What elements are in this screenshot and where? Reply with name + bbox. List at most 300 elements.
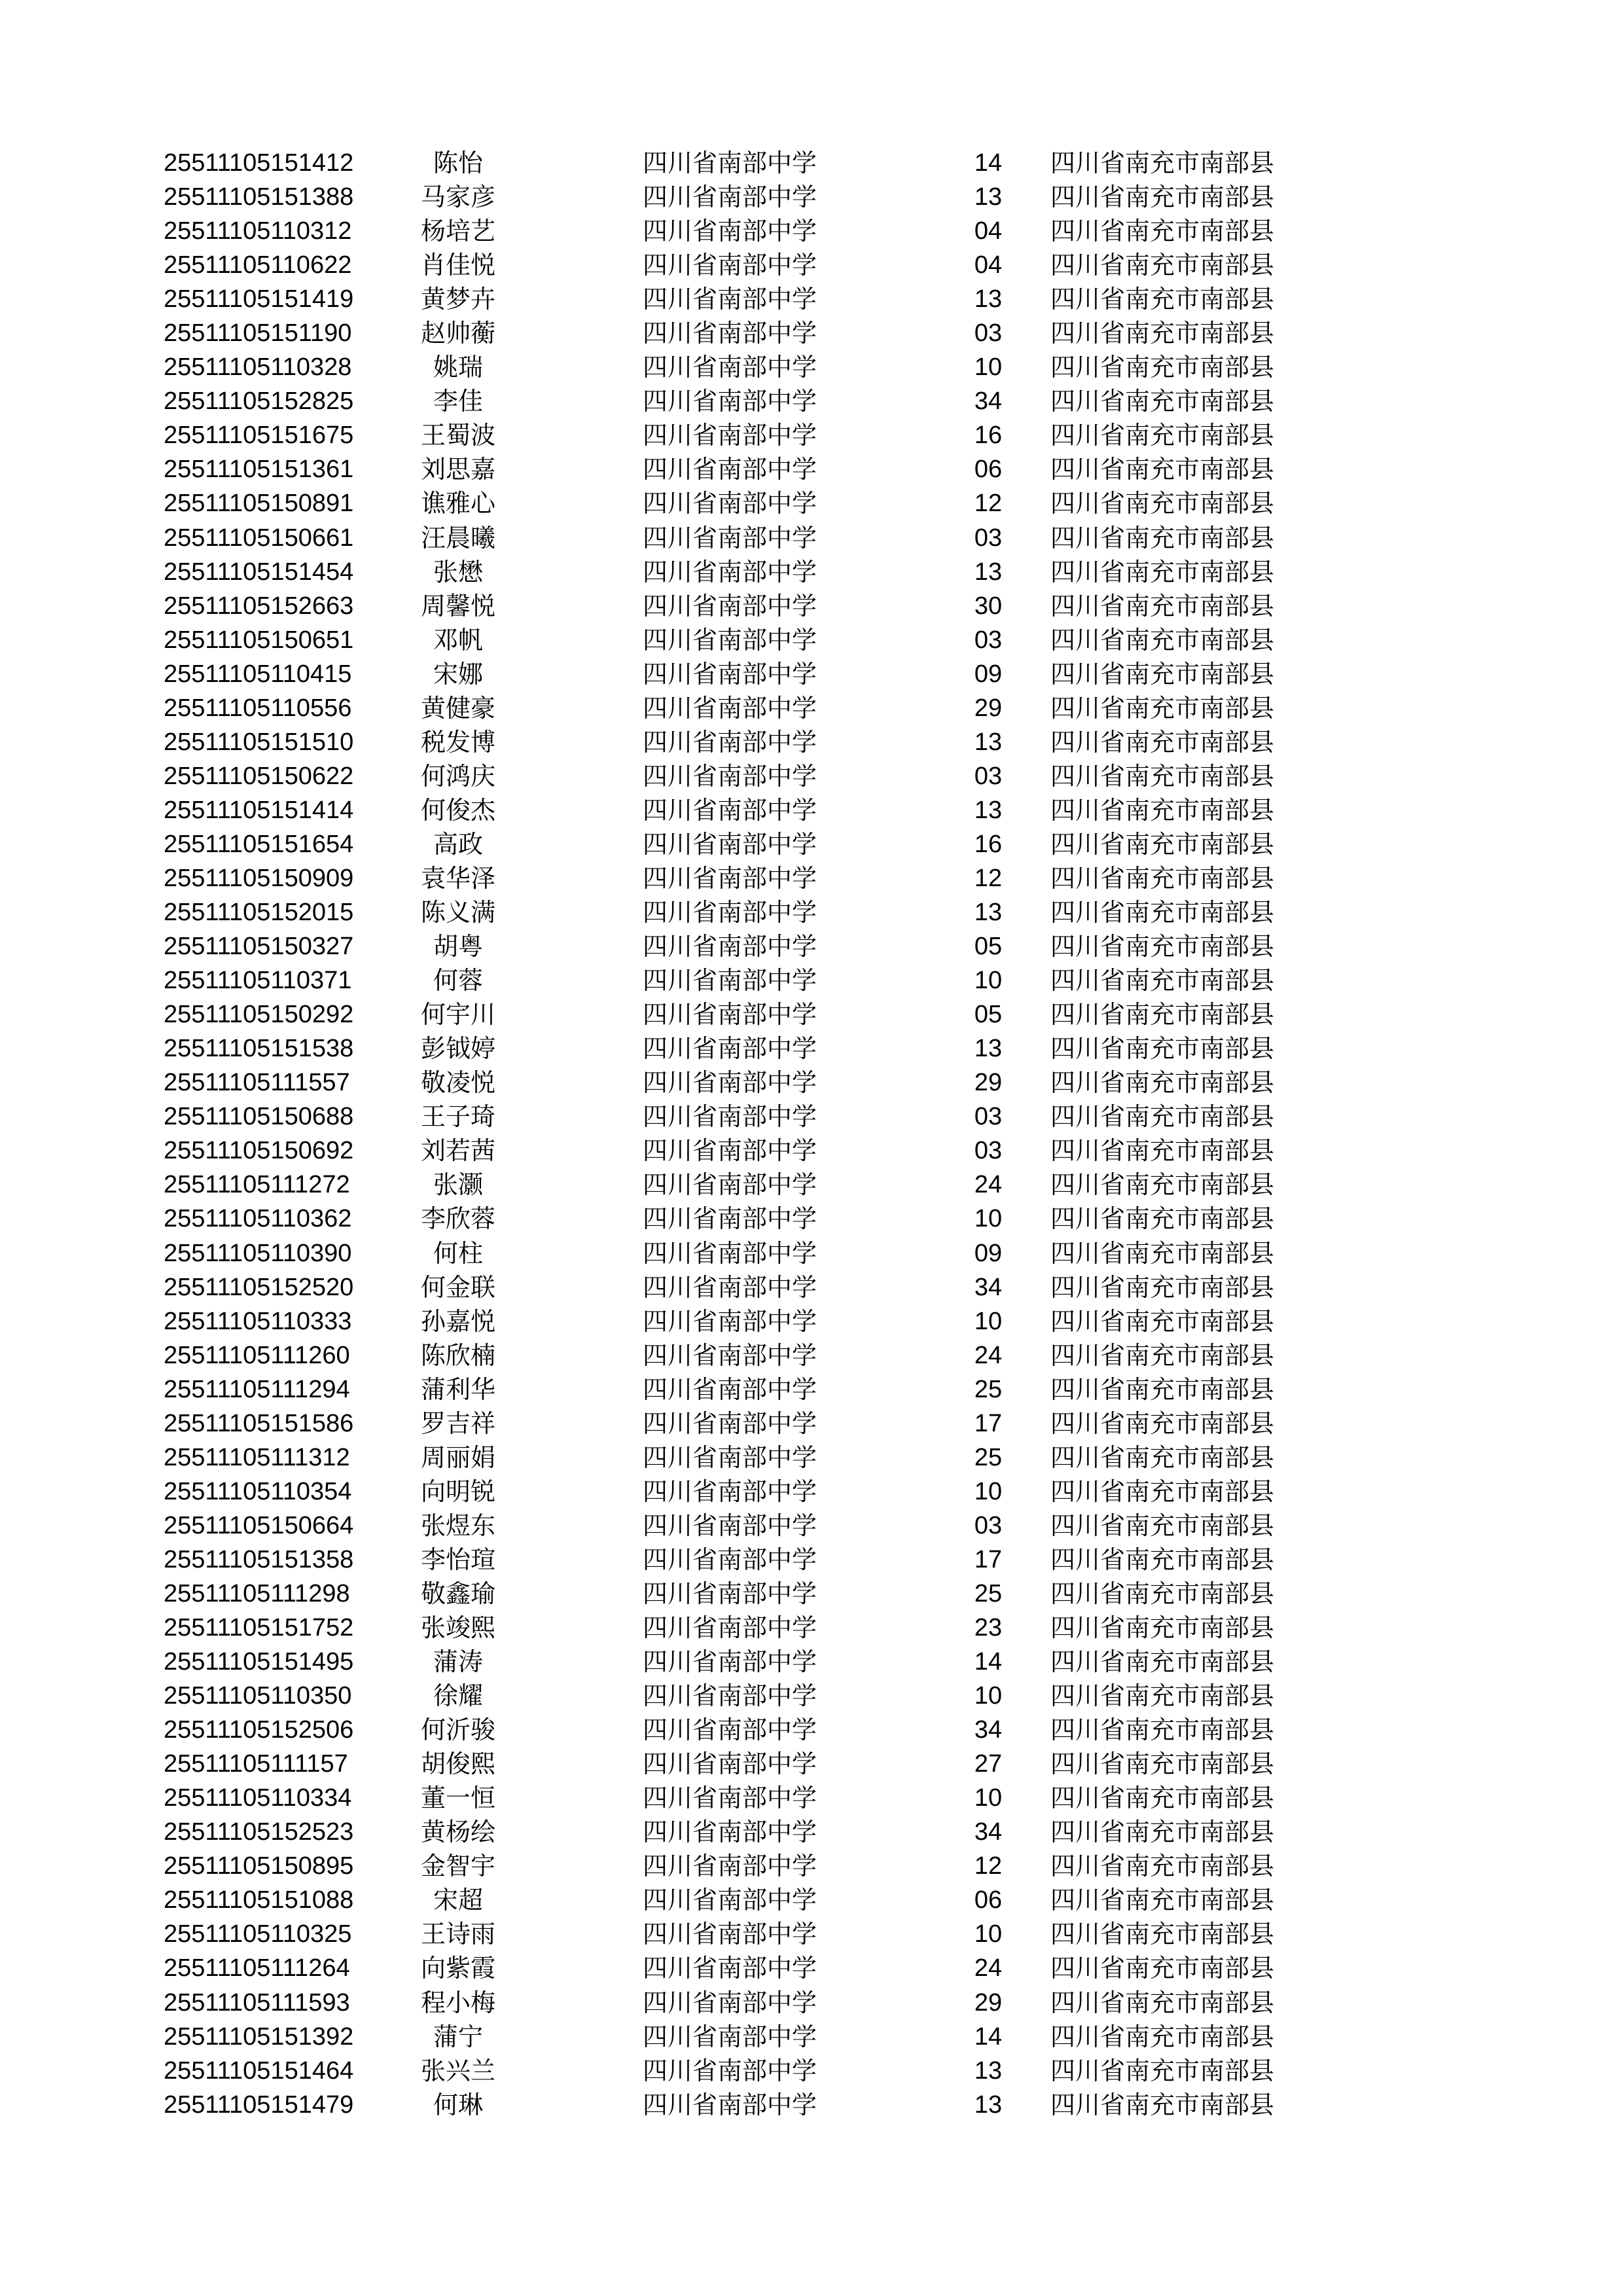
exam-id-cell: 25511105110415 [164, 660, 352, 688]
student-name-cell: 蒲利华 [420, 1374, 495, 1404]
student-name-cell: 黄杨绘 [420, 1818, 495, 1847]
student-name-cell: 李佳 [433, 387, 483, 416]
school-cell: 四川省南部中学 [643, 1988, 817, 2017]
class-number-cell: 25 [974, 1375, 1003, 1403]
student-name-cell: 张煜东 [420, 1511, 495, 1540]
class-number-cell: 13 [974, 728, 1003, 756]
student-name-cell: 何柱 [433, 1238, 483, 1268]
region-cell: 四川省南充市南部县 [1050, 1613, 1275, 1643]
school-cell: 四川省南部中学 [643, 693, 817, 723]
student-name-cell: 黄梦卉 [420, 285, 495, 314]
table-row [0, 1781, 1623, 1815]
school-cell: 四川省南部中学 [643, 1204, 817, 1234]
table-row [0, 827, 1623, 861]
exam-id-cell: 25511105150891 [164, 490, 354, 518]
region-cell: 四川省南充市南部县 [1050, 217, 1275, 246]
class-number-cell: 13 [974, 183, 1003, 211]
exam-id-cell: 25511105151510 [164, 728, 354, 756]
school-cell: 四川省南部中学 [643, 1784, 817, 1813]
class-number-cell: 05 [974, 933, 1003, 961]
region-cell: 四川省南充市南部县 [1050, 625, 1275, 655]
exam-id-cell: 25511105151414 [164, 796, 354, 824]
class-number-cell: 24 [974, 1954, 1003, 1982]
region-cell: 四川省南充市南部县 [1050, 1034, 1275, 1064]
class-number-cell: 13 [974, 796, 1003, 824]
class-number-cell: 13 [974, 2090, 1003, 2119]
school-cell: 四川省南部中学 [643, 1034, 817, 1064]
school-cell: 四川省南部中学 [643, 727, 817, 757]
student-name-cell: 汪晨曦 [420, 523, 495, 552]
school-cell: 四川省南部中学 [643, 761, 817, 791]
region-cell: 四川省南充市南部县 [1050, 1272, 1275, 1302]
school-cell: 四川省南部中学 [643, 421, 817, 450]
table-row [0, 1577, 1623, 1611]
table-row [0, 282, 1623, 316]
exam-id-cell: 25511105151358 [164, 1545, 354, 1573]
table-row [0, 895, 1623, 929]
class-number-cell: 13 [974, 899, 1003, 927]
table-row [0, 997, 1623, 1031]
exam-id-cell: 25511105110350 [164, 1682, 352, 1710]
region-cell: 四川省南充市南部县 [1050, 795, 1275, 825]
school-cell: 四川省南部中学 [643, 1443, 817, 1472]
class-number-cell: 25 [974, 1443, 1003, 1471]
region-cell: 四川省南充市南部县 [1050, 1136, 1275, 1166]
region-cell: 四川省南充市南部县 [1050, 1477, 1275, 1506]
region-cell: 四川省南充市南部县 [1050, 1647, 1275, 1677]
class-number-cell: 24 [974, 1171, 1003, 1199]
region-cell: 四川省南充市南部县 [1050, 1920, 1275, 1949]
exam-id-cell: 25511105111557 [164, 1069, 350, 1097]
school-cell: 四川省南部中学 [643, 1579, 817, 1608]
region-cell: 四川省南充市南部县 [1050, 1511, 1275, 1540]
table-row [0, 1747, 1623, 1781]
class-number-cell: 10 [974, 1205, 1003, 1233]
table-row [0, 180, 1623, 214]
class-number-cell: 10 [974, 1477, 1003, 1505]
school-cell: 四川省南部中学 [643, 1681, 817, 1711]
school-cell: 四川省南部中学 [643, 557, 817, 586]
school-cell: 四川省南部中学 [643, 183, 817, 212]
table-row [0, 2020, 1623, 2054]
student-name-cell: 金智宇 [420, 1852, 495, 1881]
school-cell: 四川省南部中学 [643, 1511, 817, 1540]
school-cell: 四川省南部中学 [643, 1068, 817, 1098]
region-cell: 四川省南充市南部县 [1050, 761, 1275, 791]
student-name-cell: 张竣熙 [420, 1613, 495, 1643]
exam-id-cell: 25511105152520 [164, 1273, 354, 1301]
table-row [0, 2054, 1623, 2088]
class-number-cell: 03 [974, 1137, 1003, 1165]
table-row [0, 521, 1623, 555]
class-number-cell: 09 [974, 1239, 1003, 1267]
exam-id-cell: 25511105151088 [164, 1886, 354, 1914]
class-number-cell: 24 [974, 1341, 1003, 1369]
table-row [0, 691, 1623, 725]
exam-id-cell: 25511105110312 [164, 217, 352, 245]
class-number-cell: 23 [974, 1614, 1003, 1642]
region-cell: 四川省南充市南部县 [1050, 1204, 1275, 1234]
region-cell: 四川省南充市南部县 [1050, 1408, 1275, 1438]
table-row [0, 1849, 1623, 1883]
school-cell: 四川省南部中学 [643, 1852, 817, 1881]
school-cell: 四川省南部中学 [643, 898, 817, 927]
school-cell: 四川省南部中学 [643, 1238, 817, 1268]
table-row [0, 1134, 1623, 1168]
region-cell: 四川省南充市南部县 [1050, 1886, 1275, 1915]
exam-id-cell: 25511105151479 [164, 2090, 354, 2119]
school-cell: 四川省南部中学 [643, 1408, 817, 1438]
student-name-cell: 刘若茜 [420, 1136, 495, 1166]
table-row [0, 1986, 1623, 2020]
table-row [0, 350, 1623, 384]
table-row [0, 1338, 1623, 1372]
school-cell: 四川省南部中学 [643, 1647, 817, 1677]
class-number-cell: 25 [974, 1579, 1003, 1607]
exam-id-cell: 25511105151464 [164, 2056, 354, 2085]
table-row [0, 1543, 1623, 1577]
class-number-cell: 13 [974, 285, 1003, 314]
exam-id-cell: 25511105110371 [164, 967, 352, 995]
school-cell: 四川省南部中学 [643, 1886, 817, 1915]
school-cell: 四川省南部中学 [643, 455, 817, 484]
region-cell: 四川省南充市南部县 [1050, 727, 1275, 757]
exam-id-cell: 25511105150664 [164, 1511, 354, 1539]
student-name-cell: 胡俊熙 [420, 1749, 495, 1779]
table-row [0, 555, 1623, 589]
region-cell: 四川省南充市南部县 [1050, 1988, 1275, 2017]
class-number-cell: 06 [974, 1886, 1003, 1914]
table-row [0, 657, 1623, 691]
school-cell: 四川省南部中学 [643, 319, 817, 348]
student-name-cell: 王诗雨 [420, 1920, 495, 1949]
school-cell: 四川省南部中学 [643, 1920, 817, 1949]
student-name-cell: 黄健豪 [420, 693, 495, 723]
school-cell: 四川省南部中学 [643, 1749, 817, 1779]
exam-id-cell: 25511105111312 [164, 1443, 350, 1471]
exam-id-cell: 25511105150909 [164, 864, 354, 892]
table-row [0, 1475, 1623, 1509]
student-name-cell: 敬鑫瑜 [420, 1579, 495, 1608]
class-number-cell: 10 [974, 1784, 1003, 1812]
school-cell: 四川省南部中学 [643, 1000, 817, 1030]
class-number-cell: 34 [974, 387, 1003, 416]
exam-id-cell: 25511105151538 [164, 1035, 354, 1063]
exam-id-cell: 25511105151752 [164, 1614, 354, 1642]
class-number-cell: 13 [974, 2056, 1003, 2085]
school-cell: 四川省南部中学 [643, 1272, 817, 1302]
school-cell: 四川省南部中学 [643, 1818, 817, 1847]
school-cell: 四川省南部中学 [643, 1102, 817, 1132]
table-row [0, 1713, 1623, 1747]
table-row [0, 1611, 1623, 1645]
exam-id-cell: 25511105111294 [164, 1375, 350, 1403]
table-row [0, 725, 1623, 759]
region-cell: 四川省南充市南部县 [1050, 455, 1275, 484]
student-name-cell: 谯雅心 [420, 489, 495, 518]
region-cell: 四川省南充市南部县 [1050, 829, 1275, 859]
table-row [0, 1372, 1623, 1407]
region-cell: 四川省南充市南部县 [1050, 591, 1275, 620]
table-row [0, 963, 1623, 997]
student-name-cell: 孙嘉悦 [420, 1306, 495, 1336]
table-row [0, 486, 1623, 520]
region-cell: 四川省南充市南部县 [1050, 1784, 1275, 1813]
class-number-cell: 06 [974, 456, 1003, 484]
class-number-cell: 14 [974, 149, 1003, 177]
region-cell: 四川省南充市南部县 [1050, 1818, 1275, 1847]
student-list [0, 146, 1623, 2122]
table-row [0, 623, 1623, 657]
table-row [0, 1509, 1623, 1543]
student-name-cell: 陈义满 [420, 898, 495, 927]
table-row [0, 1202, 1623, 1236]
exam-id-cell: 25511105150895 [164, 1852, 354, 1880]
exam-id-cell: 25511105150692 [164, 1137, 354, 1165]
student-name-cell: 何鸿庆 [420, 761, 495, 791]
student-name-cell: 何金联 [420, 1272, 495, 1302]
school-cell: 四川省南部中学 [643, 1170, 817, 1200]
region-cell: 四川省南充市南部县 [1050, 932, 1275, 961]
region-cell: 四川省南充市南部县 [1050, 898, 1275, 927]
region-cell: 四川省南充市南部县 [1050, 557, 1275, 586]
exam-id-cell: 25511105111272 [164, 1171, 350, 1199]
region-cell: 四川省南充市南部县 [1050, 183, 1275, 212]
school-cell: 四川省南部中学 [643, 966, 817, 996]
student-name-cell: 程小梅 [420, 1988, 495, 2017]
class-number-cell: 17 [974, 1545, 1003, 1573]
exam-id-cell: 25511105110334 [164, 1784, 352, 1812]
region-cell: 四川省南充市南部县 [1050, 489, 1275, 518]
school-cell: 四川省南部中学 [643, 591, 817, 620]
region-cell: 四川省南充市南部县 [1050, 285, 1275, 314]
class-number-cell: 30 [974, 592, 1003, 620]
exam-id-cell: 25511105152523 [164, 1818, 354, 1846]
exam-id-cell: 25511105150622 [164, 762, 354, 790]
class-number-cell: 13 [974, 1035, 1003, 1063]
school-cell: 四川省南部中学 [643, 1715, 817, 1745]
class-number-cell: 10 [974, 1307, 1003, 1335]
class-number-cell: 10 [974, 967, 1003, 995]
region-cell: 四川省南充市南部县 [1050, 1306, 1275, 1336]
table-row [0, 1645, 1623, 1679]
region-cell: 四川省南充市南部县 [1050, 1340, 1275, 1370]
class-number-cell: 10 [974, 1920, 1003, 1948]
student-name-cell: 何俊杰 [420, 795, 495, 825]
table-row [0, 384, 1623, 418]
school-cell: 四川省南部中学 [643, 523, 817, 552]
exam-id-cell: 25511105151654 [164, 830, 354, 858]
exam-id-cell: 25511105151361 [164, 456, 354, 484]
table-row [0, 759, 1623, 793]
region-cell: 四川省南充市南部县 [1050, 1000, 1275, 1030]
table-row [0, 1066, 1623, 1100]
school-cell: 四川省南部中学 [643, 829, 817, 859]
school-cell: 四川省南部中学 [643, 1545, 817, 1574]
region-cell: 四川省南充市南部县 [1050, 863, 1275, 893]
student-name-cell: 彭钺婷 [420, 1034, 495, 1064]
exam-id-cell: 25511105111298 [164, 1579, 350, 1607]
region-cell: 四川省南充市南部县 [1050, 1852, 1275, 1881]
student-name-cell: 胡粤 [433, 932, 483, 961]
school-cell: 四川省南部中学 [643, 1954, 817, 1983]
class-number-cell: 12 [974, 1852, 1003, 1880]
exam-id-cell: 25511105150688 [164, 1103, 354, 1131]
school-cell: 四川省南部中学 [643, 2022, 817, 2051]
student-name-cell: 罗吉祥 [420, 1408, 495, 1438]
table-row [0, 861, 1623, 895]
class-number-cell: 34 [974, 1273, 1003, 1301]
student-name-cell: 董一恒 [420, 1784, 495, 1813]
exam-id-cell: 25511105151190 [164, 319, 352, 348]
table-row [0, 248, 1623, 282]
student-name-cell: 税发博 [420, 727, 495, 757]
student-name-cell: 李怡瑄 [420, 1545, 495, 1574]
class-number-cell: 16 [974, 830, 1003, 858]
exam-id-cell: 25511105111157 [164, 1750, 348, 1778]
school-cell: 四川省南部中学 [643, 2056, 817, 2085]
class-number-cell: 16 [974, 422, 1003, 450]
table-row [0, 793, 1623, 827]
class-number-cell: 03 [974, 1103, 1003, 1131]
student-name-cell: 何蓉 [433, 966, 483, 996]
class-number-cell: 29 [974, 1988, 1003, 2017]
exam-id-cell: 25511105152663 [164, 592, 354, 620]
class-number-cell: 03 [974, 1511, 1003, 1539]
student-name-cell: 陈怡 [433, 149, 483, 177]
table-row [0, 1679, 1623, 1713]
student-name-cell: 张兴兰 [420, 2056, 495, 2085]
region-cell: 四川省南充市南部县 [1050, 1068, 1275, 1098]
class-number-cell: 04 [974, 251, 1003, 279]
region-cell: 四川省南充市南部县 [1050, 251, 1275, 280]
class-number-cell: 03 [974, 626, 1003, 654]
table-row [0, 452, 1623, 486]
school-cell: 四川省南部中学 [643, 1374, 817, 1404]
school-cell: 四川省南部中学 [643, 2090, 817, 2119]
exam-id-cell: 25511105110390 [164, 1239, 352, 1267]
region-cell: 四川省南充市南部县 [1050, 659, 1275, 689]
class-number-cell: 05 [974, 1001, 1003, 1029]
exam-id-cell: 25511105152015 [164, 899, 354, 927]
region-cell: 四川省南充市南部县 [1050, 1681, 1275, 1711]
student-name-cell: 周馨悦 [420, 591, 495, 620]
table-row [0, 1883, 1623, 1917]
student-name-cell: 宋娜 [433, 659, 483, 689]
school-cell: 四川省南部中学 [643, 932, 817, 961]
student-name-cell: 陈欣楠 [420, 1340, 495, 1370]
table-row [0, 929, 1623, 963]
student-name-cell: 袁华泽 [420, 863, 495, 893]
student-name-cell: 杨培艺 [420, 217, 495, 246]
region-cell: 四川省南充市南部县 [1050, 2056, 1275, 2085]
exam-id-cell: 25511105110354 [164, 1477, 352, 1505]
school-cell: 四川省南部中学 [643, 285, 817, 314]
school-cell: 四川省南部中学 [643, 1136, 817, 1166]
table-row [0, 1168, 1623, 1202]
table-row [0, 418, 1623, 452]
class-number-cell: 04 [974, 217, 1003, 245]
class-number-cell: 10 [974, 1682, 1003, 1710]
region-cell: 四川省南充市南部县 [1050, 319, 1275, 348]
student-name-cell: 肖佳悦 [420, 251, 495, 280]
table-row [0, 1407, 1623, 1441]
table-row [0, 1815, 1623, 1849]
exam-id-cell: 25511105150327 [164, 933, 354, 961]
class-number-cell: 03 [974, 524, 1003, 552]
student-name-cell: 李欣蓉 [420, 1204, 495, 1234]
school-cell: 四川省南部中学 [643, 1477, 817, 1506]
school-cell: 四川省南部中学 [643, 625, 817, 655]
exam-id-cell: 25511105151495 [164, 1648, 354, 1676]
student-name-cell: 徐耀 [433, 1681, 483, 1711]
school-cell: 四川省南部中学 [643, 1613, 817, 1643]
table-row [0, 1031, 1623, 1066]
class-number-cell: 29 [974, 694, 1003, 722]
student-name-cell: 宋超 [433, 1886, 483, 1915]
exam-id-cell: 25511105110328 [164, 353, 352, 382]
region-cell: 四川省南充市南部县 [1050, 2022, 1275, 2051]
region-cell: 四川省南充市南部县 [1050, 1954, 1275, 1983]
student-name-cell: 蒲宁 [433, 2022, 483, 2051]
school-cell: 四川省南部中学 [643, 251, 817, 280]
region-cell: 四川省南充市南部县 [1050, 1238, 1275, 1268]
school-cell: 四川省南部中学 [643, 659, 817, 689]
exam-id-cell: 25511105151586 [164, 1409, 354, 1437]
class-number-cell: 17 [974, 1409, 1003, 1437]
table-row [0, 1236, 1623, 1270]
region-cell: 四川省南充市南部县 [1050, 1170, 1275, 1200]
school-cell: 四川省南部中学 [643, 149, 817, 177]
school-cell: 四川省南部中学 [643, 795, 817, 825]
class-number-cell: 10 [974, 353, 1003, 382]
region-cell: 四川省南充市南部县 [1050, 387, 1275, 416]
table-row [0, 1100, 1623, 1134]
exam-id-cell: 25511105111260 [164, 1341, 350, 1369]
student-name-cell: 张懋 [433, 557, 483, 586]
student-name-cell: 高政 [433, 829, 483, 859]
student-name-cell: 敬凌悦 [420, 1068, 495, 1098]
student-name-cell: 向明锐 [420, 1477, 495, 1506]
exam-id-cell: 25511105110333 [164, 1307, 352, 1335]
class-number-cell: 03 [974, 762, 1003, 790]
table-row [0, 1951, 1623, 1985]
student-name-cell: 何琳 [433, 2090, 483, 2119]
student-name-cell: 邓帆 [433, 625, 483, 655]
table-row [0, 1917, 1623, 1951]
table-row [0, 2088, 1623, 2122]
student-name-cell: 姚瑞 [433, 353, 483, 382]
student-name-cell: 何沂骏 [420, 1715, 495, 1745]
exam-id-cell: 25511105151454 [164, 558, 354, 586]
school-cell: 四川省南部中学 [643, 1340, 817, 1370]
exam-id-cell: 25511105151388 [164, 183, 354, 211]
region-cell: 四川省南充市南部县 [1050, 1443, 1275, 1472]
region-cell: 四川省南充市南部县 [1050, 523, 1275, 552]
school-cell: 四川省南部中学 [643, 863, 817, 893]
exam-id-cell: 25511105151419 [164, 285, 354, 314]
region-cell: 四川省南充市南部县 [1050, 1102, 1275, 1132]
student-name-cell: 何宇川 [420, 1000, 495, 1030]
class-number-cell: 34 [974, 1716, 1003, 1744]
region-cell: 四川省南充市南部县 [1050, 1579, 1275, 1608]
exam-id-cell: 25511105111593 [164, 1988, 350, 2017]
table-row [0, 589, 1623, 623]
region-cell: 四川省南充市南部县 [1050, 1749, 1275, 1779]
region-cell: 四川省南充市南部县 [1050, 149, 1275, 177]
school-cell: 四川省南部中学 [643, 387, 817, 416]
region-cell: 四川省南充市南部县 [1050, 2090, 1275, 2119]
